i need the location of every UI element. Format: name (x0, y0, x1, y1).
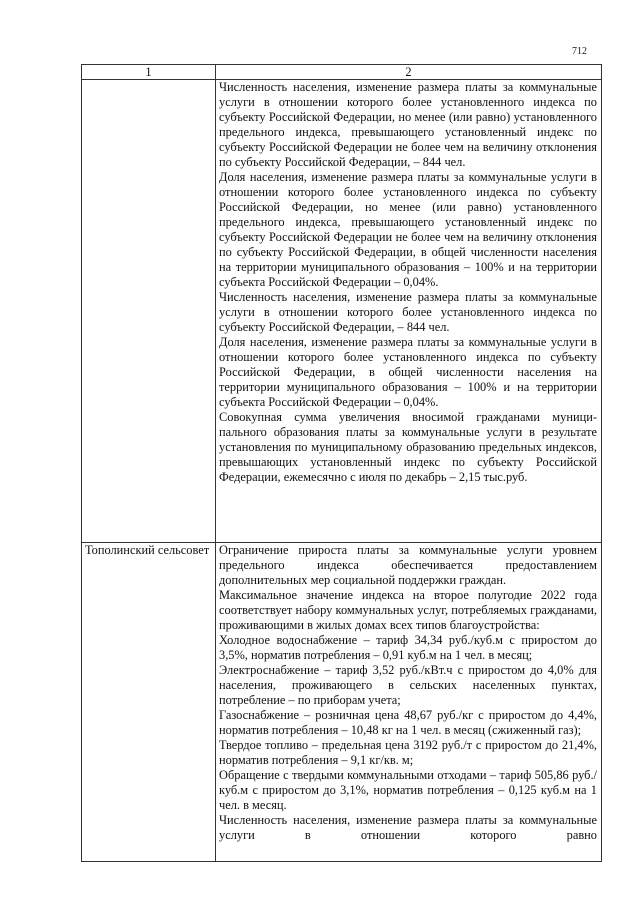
row-content-cell (216, 543, 602, 862)
paragraph: Численность населения, изменение размера платы за коммунальные услуги в отношении которого равно (219, 813, 597, 842)
paragraph: Холодное водоснабжение – тариф 34,34 руб./куб.м с приростом до 3,5%, норматив потребления – 0,91 куб.м на 1 чел. в месяц; (219, 633, 597, 662)
table-row (82, 80, 602, 543)
column-header-2: 2 (216, 65, 602, 80)
paragraph: Численность населения, изменение размера платы за коммунальные услуги в отношении которого более установленного индекса по субъекту Российской Федерации, но менее (или равно) установленного предельного индекса, превышающего установленный индекс по субъекту Российской Федерации не более чем на величину отклонения по субъекту Российской Федерации, – 844 чел. (219, 80, 597, 169)
paragraph: Электроснабжение – тариф 3,52 руб./кВт.ч с приростом до 4,0% для населения, проживающего в сельских населенных пунктах, потребление – по приборам учета; (219, 663, 597, 707)
paragraph: Совокупная сумма увеличения вносимой гражданами муници-пального образования платы за коммунальные услуги в результате установления по муниципальному образованию предельных индексов, превышающих установленный индекс по субъекту Российской Федерации, ежемесячно с июля по декабрь – 2,15 тыс.руб. (219, 410, 597, 484)
paragraph: Численность населения, изменение размера платы за коммунальные услуги в отношении которого более установленного индекса по субъекту Российской Федерации, – 844 чел. (219, 290, 597, 334)
row-label-cell (82, 80, 216, 543)
paragraph: Ограничение прироста платы за коммунальные услуги уровнем предельного индекса обеспечивается предоставлением дополнительных мер социальной поддержки граждан. (219, 543, 597, 587)
table-row (82, 543, 602, 862)
paragraph: Доля населения, изменение размера платы за коммунальные услуги в отношении которого более установленного индекса по субъекту Российской Федерации, в общей численности населения на территории муниципального образования – 100% и на территории субъекта Российской Федерации – 0,04%. (219, 335, 597, 409)
paragraph: Доля населения, изменение размера платы за коммунальные услуги в отношении которого более установленного индекса по субъекту Российской Федерации, но менее (или равно) установленного предельного индекса, превышающего установленный индекс по субъекту Российской Федерации не более чем на величину отклонения по субъекту Российской Федерации, в общей численности населения на территории муниципального образования – 100% и на территории субъекта Российской Федерации – 0,04%. (219, 170, 597, 289)
column-header-1: 1 (82, 65, 216, 80)
paragraph: Твердое топливо – предельная цена 3192 руб./т с приростом до 21,4%, норматив потребления – 9,1 кг/кв. м; (219, 738, 597, 767)
page-number: 712 (572, 46, 587, 57)
row-content-cell (216, 80, 602, 543)
paragraph: Обращение с твердыми коммунальными отходами – тариф 505,86 руб./куб.м с приростом до 3,1%, норматив потребления – 0,125 куб.м на 1 чел. в месяц. (219, 768, 597, 812)
table-header-row (82, 65, 602, 80)
row-label-cell: Тополинский сельсовет (82, 543, 216, 862)
paragraph: Газоснабжение – розничная цена 48,67 руб./кг с приростом до 4,4%, норматив потребления – 10,48 кг на 1 чел. в месяц (сжиженный газ); (219, 708, 597, 737)
document-table (81, 64, 602, 862)
paragraph: Максимальное значение индекса на второе полугодие 2022 года соответствует набору коммунальных услуг, потребляемых гражданами, проживающими в жилых домах всех типов благоустройства: (219, 588, 597, 632)
